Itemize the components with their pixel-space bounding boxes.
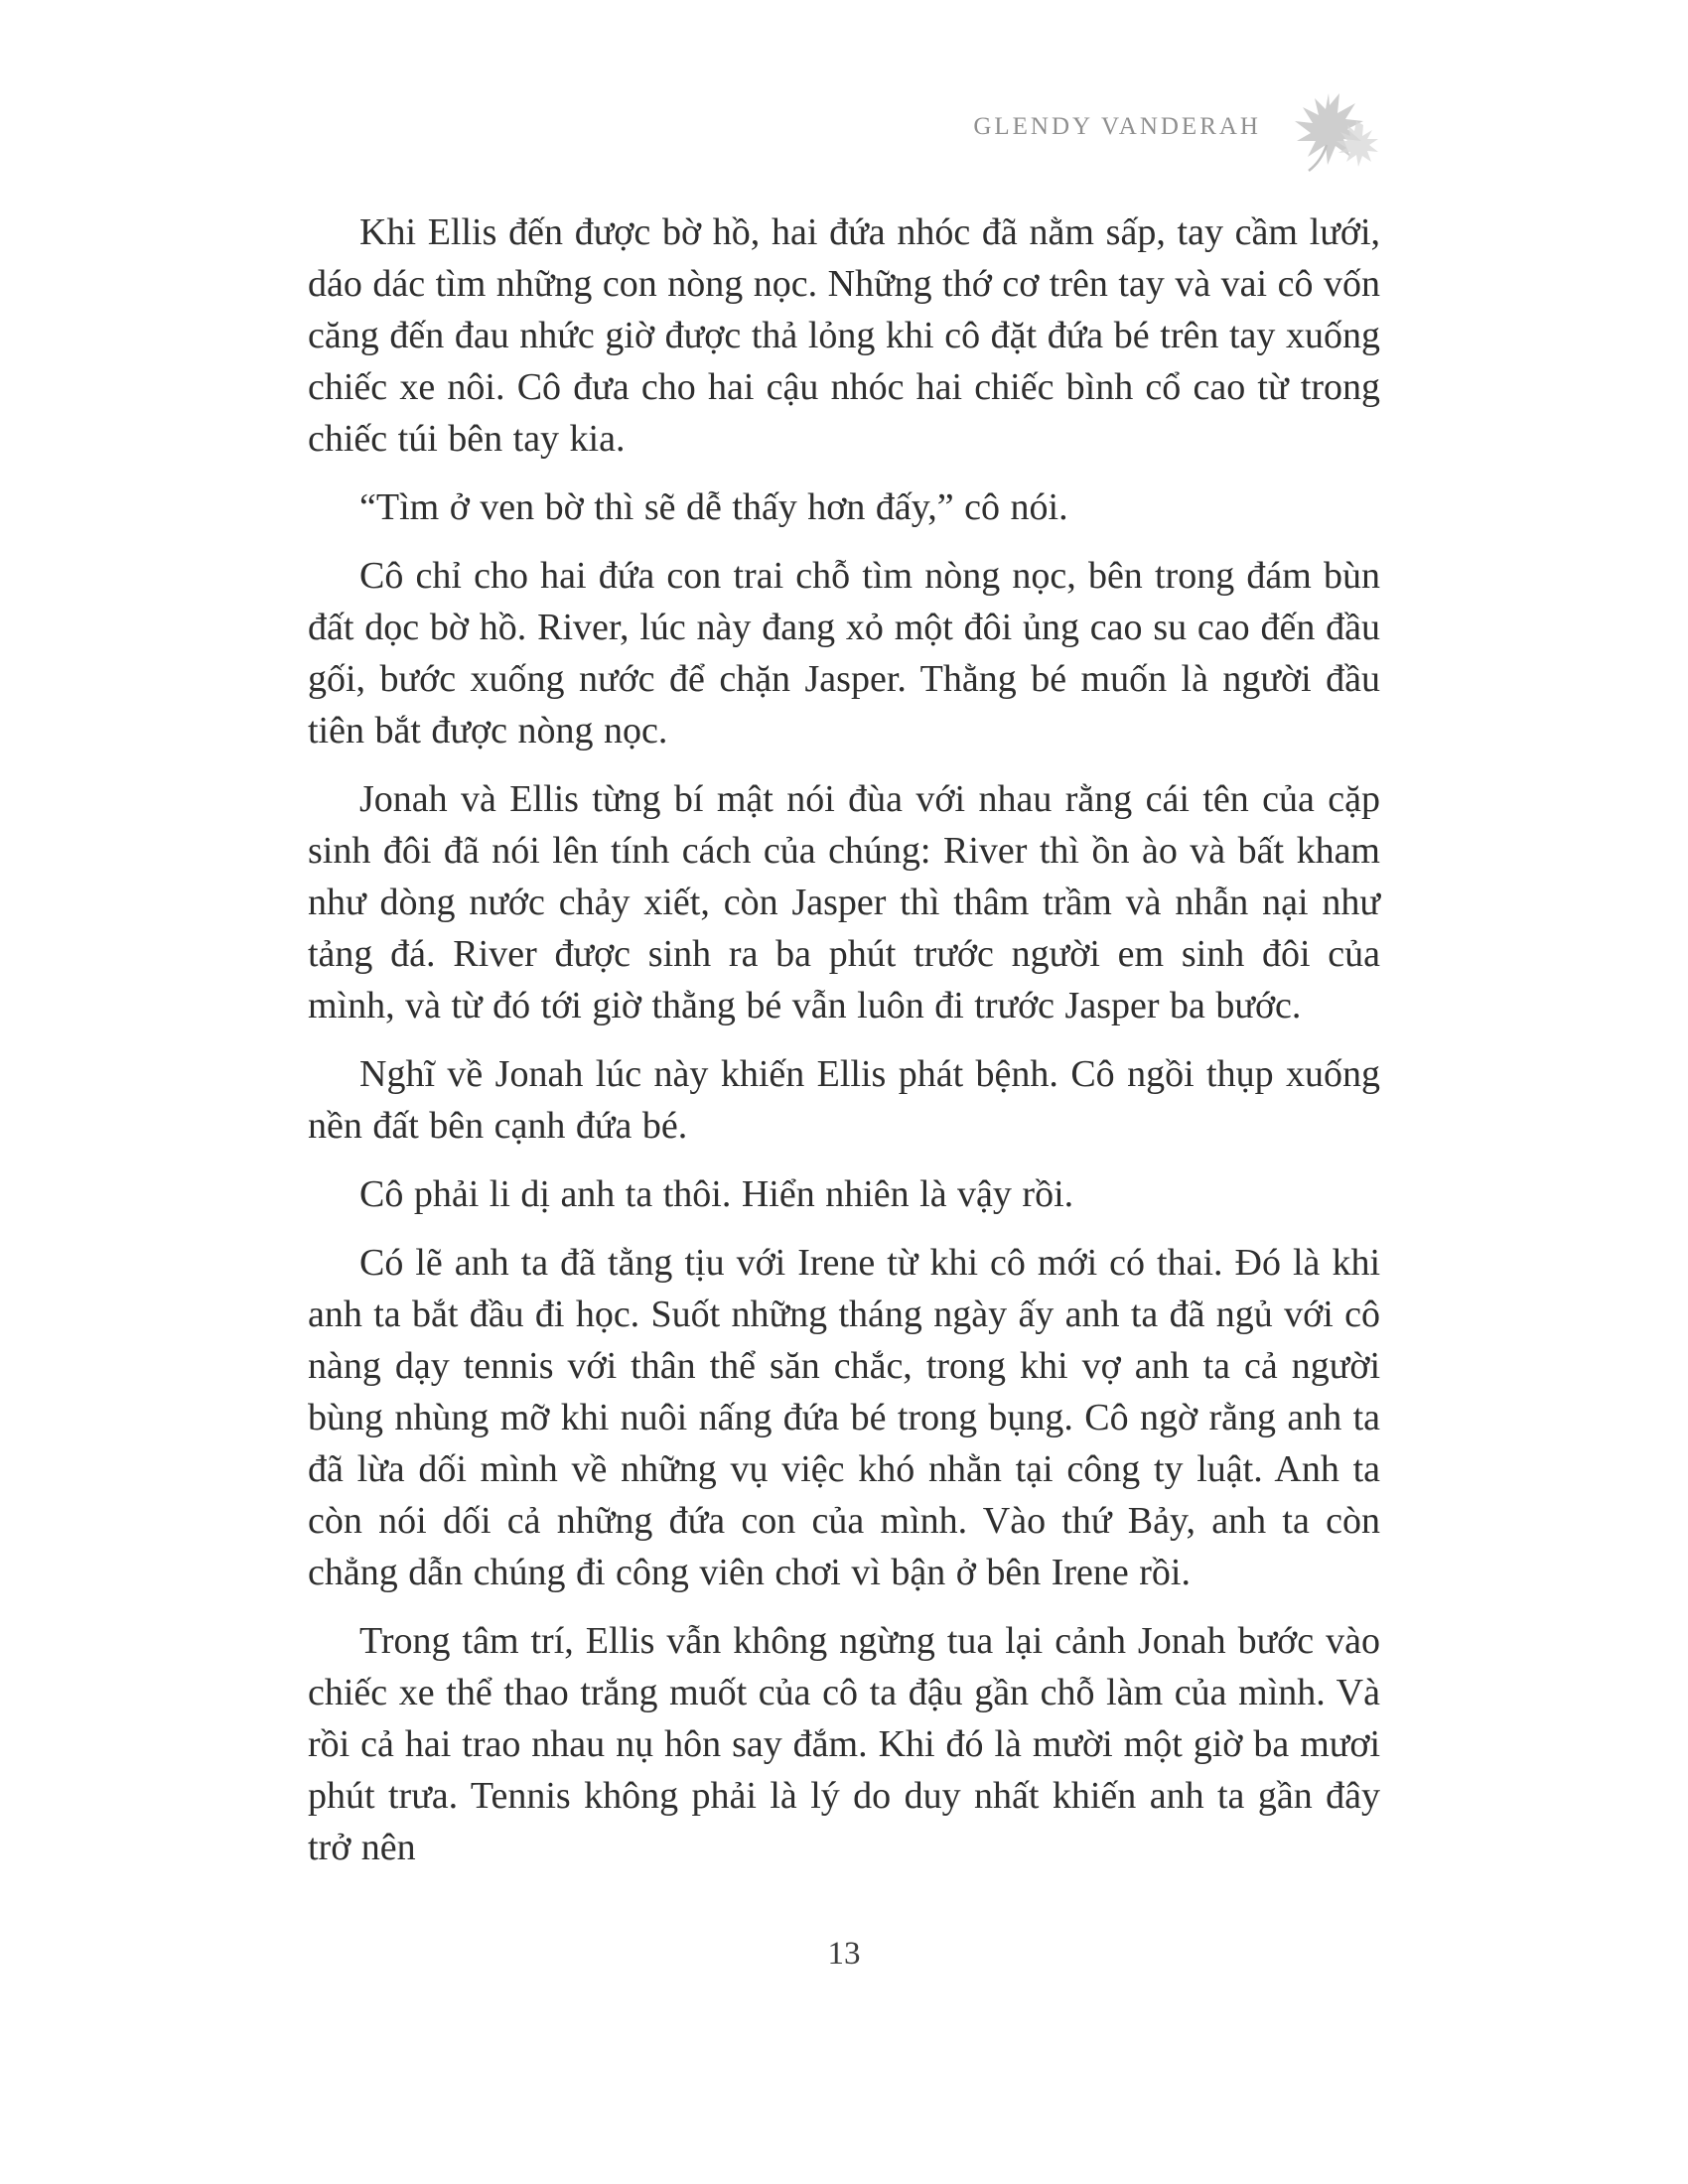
paragraph: Jonah và Ellis từng bí mật nói đùa với nhau rằng cái tên của cặp sinh đôi đã nói lên tính cách của chúng: River thì ồn ào và bất kham như dòng nước chảy xiết, còn Jasper thì thâm trầm và nhẫn nại như tảng đá. River được sinh ra ba phút trước người em sinh đôi của mình, và từ đó tới giờ thằng bé vẫn luôn đi trước Jasper ba bước. [308,778,1380,1026]
paragraph: Khi Ellis đến được bờ hồ, hai đứa nhóc đã nằm sấp, tay cầm lưới, dáo dác tìm những con nòng nọc. Những thớ cơ trên tay và vai cô vốn căng đến đau nhức giờ được thả lỏng khi cô đặt đứa bé trên tay xuống chiếc xe nôi. Cô đưa cho hai cậu nhóc hai chiếc bình cổ cao từ trong chiếc túi bên tay kia. [308,211,1380,460]
paragraph: “Tìm ở ven bờ thì sẽ dễ thấy hơn đấy,” cô nói. [359,486,1068,528]
page-number: 13 [827,1936,861,1972]
author-header: GLENDY VANDERAH [973,113,1261,140]
paragraph: Có lẽ anh ta đã tằng tịu với Irene từ khi cô mới có thai. Đó là khi anh ta bắt đầu đi học. Suốt những tháng ngày ấy anh ta đã ngủ với cô nàng dạy tennis với thân thể săn chắc, trong khi vợ anh ta cả người bùng nhùng mỡ khi nuôi nấng đứa bé trong bụng. Cô ngờ rằng anh ta đã lừa dối mình về những vụ việc khó nhằn tại công ty luật. Anh ta còn nói dối cả những đứa con của mình. Vào thứ Bảy, anh ta còn chẳng dẫn chúng đi công viên chơi vì bận ở bên Irene rồi. [308,1242,1380,1593]
leaf-icon [1271,87,1382,173]
paragraph: Cô phải li dị anh ta thôi. Hiển nhiên là vậy rồi. [359,1173,1074,1215]
paragraph: Cô chỉ cho hai đứa con trai chỗ tìm nòng nọc, bên trong đám bùn đất dọc bờ hồ. River, lúc này đang xỏ một đôi ủng cao su cao đến đầu gối, bước xuống nước để chặn Jasper. Thằng bé muốn là người đầu tiên bắt được nòng nọc. [308,555,1380,751]
paragraph: Nghĩ về Jonah lúc này khiến Ellis phát bệnh. Cô ngồi thụp xuống nền đất bên cạnh đứa bé. [308,1053,1380,1147]
page-footer [0,1936,1688,1973]
paragraph: Trong tâm trí, Ellis vẫn không ngừng tua lại cảnh Jonah bước vào chiếc xe thể thao trắng muốt của cô ta đậu gần chỗ làm của mình. Và rồi cả hai trao nhau nụ hôn say đắm. Khi đó là mười một giờ ba mươi phút trưa. Tennis không phải là lý do duy nhất khiến anh ta gần đây trở nên [308,1620,1380,1868]
body-text [308,206,1380,1890]
page-header [973,87,1382,173]
